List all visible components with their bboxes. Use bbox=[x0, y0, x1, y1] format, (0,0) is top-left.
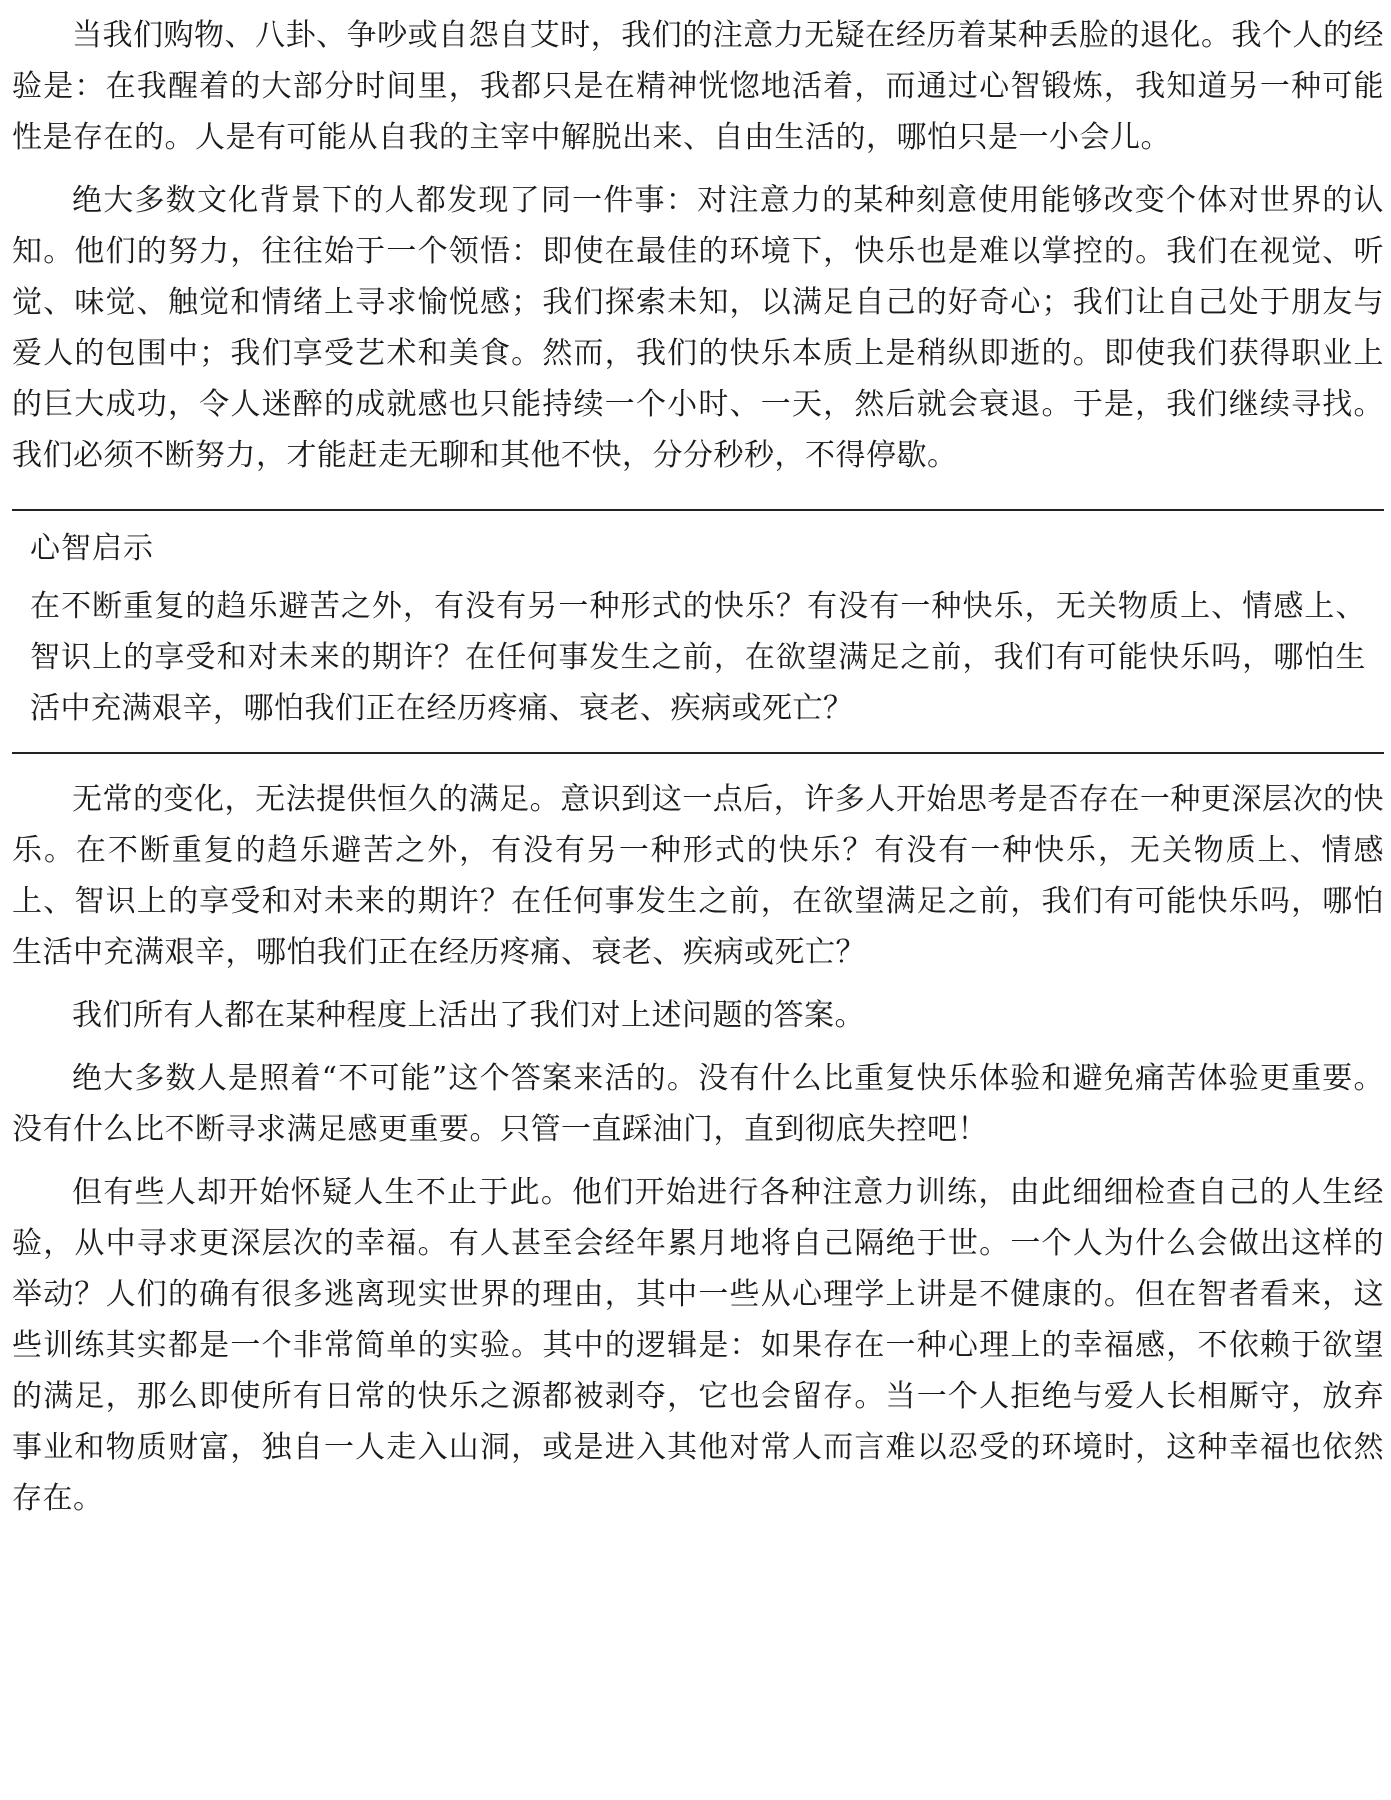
page-content bbox=[12, 10, 1384, 1524]
insight-body: 在不断重复的趋乐避苦之外，有没有另一种形式的快乐？有没有一种快乐，无关物质上、情感上、智识上的享受和对未来的期许？在任何事发生之前，在欲望满足之前，我们有可能快乐吗，哪怕生活中充满艰辛，哪怕我们正在经历疼痛、衰老、疾病或死亡？ bbox=[30, 589, 1366, 726]
paragraph: 当我们购物、八卦、争吵或自怨自艾时，我们的注意力无疑在经历着某种丢脸的退化。我个人的经验是：在我醒着的大部分时间里，我都只是在精神恍惚地活着，而通过心智锻炼，我知道另一种可能性是存在的。人是有可能从自我的主宰中解脱出来、自由生活的，哪怕只是一小会儿。 bbox=[12, 18, 1384, 155]
insight-title: 心智启示 bbox=[30, 531, 154, 566]
paragraph: 但有些人却开始怀疑人生不止于此。他们开始进行各种注意力训练，由此细细检查自己的人生经验，从中寻求更深层次的幸福。有人甚至会经年累月地将自己隔绝于世。一个人为什么会做出这样的举动？人们的确有很多逃离现实世界的理由，其中一些从心理学上讲是不健康的。但在智者看来，这些训练其实都是一个非常简单的实验。其中的逻辑是：如果存在一种心理上的幸福感，不依赖于欲望的满足，那么即使所有日常的快乐之源都被剥夺，它也会留存。当一个人拒绝与爱人长相厮守，放弃事业和物质财富，独自一人走入山洞，或是进入其他对常人而言难以忍受的环境时，这种幸福也依然存在。 bbox=[12, 1175, 1384, 1516]
insight-box bbox=[12, 509, 1384, 754]
paragraph: 我们所有人都在某种程度上活出了我们对上述问题的答案。 bbox=[72, 998, 865, 1033]
paragraph: 绝大多数人是照着“不可能”这个答案来活的。没有什么比重复快乐体验和避免痛苦体验更重要。没有什么比不断寻求满足感更重要。只管一直踩油门，直到彻底失控吧！ bbox=[12, 1061, 1384, 1147]
paragraph: 绝大多数文化背景下的人都发现了同一件事：对注意力的某种刻意使用能够改变个体对世界的认知。他们的努力，往往始于一个领悟：即使在最佳的环境下，快乐也是难以掌控的。我们在视觉、听觉、味觉、触觉和情绪上寻求愉悦感；我们探索未知，以满足自己的好奇心；我们让自己处于朋友与爱人的包围中；我们享受艺术和美食。然而，我们的快乐本质上是稍纵即逝的。即使我们获得职业上的巨大成功，令人迷醉的成就感也只能持续一个小时、一天，然后就会衰退。于是，我们继续寻找。我们必须不断努力，才能赶走无聊和其他不快，分分秒秒，不得停歇。 bbox=[12, 183, 1384, 473]
paragraph: 无常的变化，无法提供恒久的满足。意识到这一点后，许多人开始思考是否存在一种更深层次的快乐。在不断重复的趋乐避苦之外，有没有另一种形式的快乐？有没有一种快乐，无关物质上、情感上、智识上的享受和对未来的期许？在任何事发生之前，在欲望满足之前，我们有可能快乐吗，哪怕生活中充满艰辛，哪怕我们正在经历疼痛、衰老、疾病或死亡？ bbox=[12, 782, 1384, 970]
